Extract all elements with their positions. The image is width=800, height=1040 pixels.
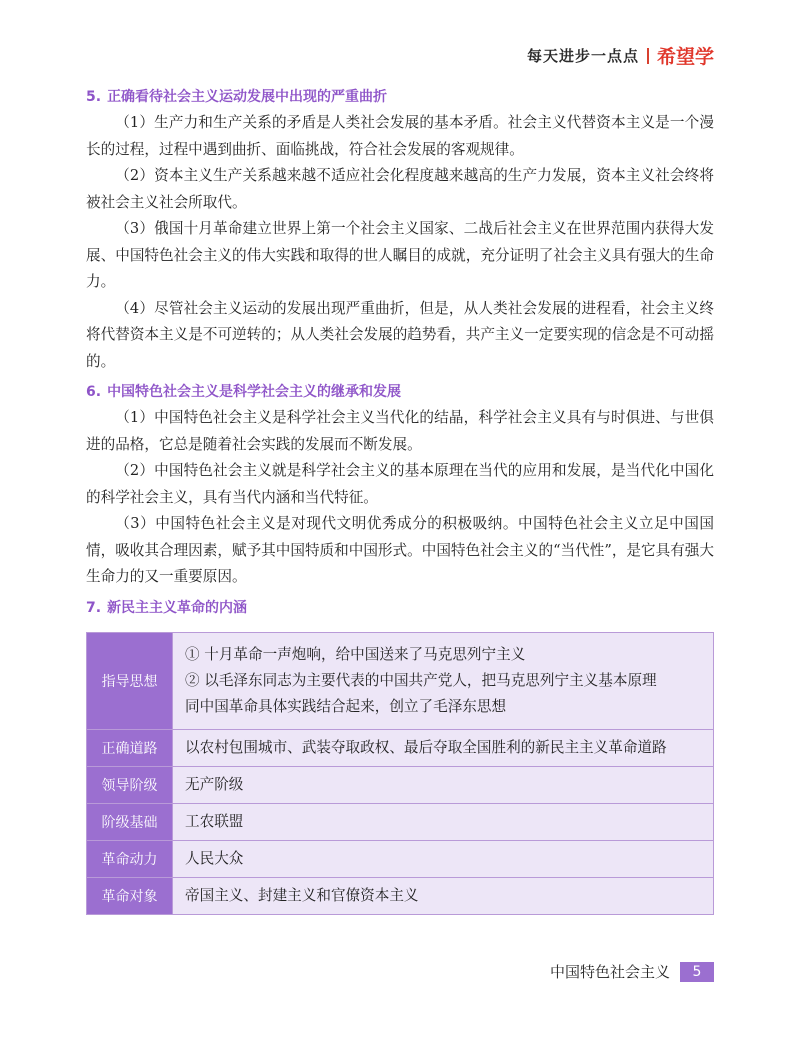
row-line: 帝国主义、封建主义和官僚资本主义 bbox=[185, 887, 419, 904]
section-6 bbox=[86, 381, 714, 591]
section-5 bbox=[86, 86, 714, 375]
footer-title: 中国特色社会主义 bbox=[549, 963, 670, 981]
header-divider bbox=[647, 48, 649, 64]
section-number: 6. bbox=[86, 384, 102, 400]
paragraph: （2）中国特色社会主义就是科学社会主义的基本原理在当代的应用和发展，是当代化中国化的科学社会主义，具有当代内涵和当代特征。 bbox=[86, 462, 714, 506]
page-number: 5 bbox=[680, 962, 714, 982]
paragraph: （2）资本主义生产关系越来越不适应社会化程度越来越高的生产力发展，资本主义社会终将被社会主义社会所取代。 bbox=[86, 167, 714, 211]
row-label: 革命动力 bbox=[87, 841, 173, 877]
paragraph: （3）中国特色社会主义是对现代文明优秀成分的积极吸纳。中国特色社会主义立足中国国情，吸收其合理因素，赋予其中国特质和中国形式。中国特色社会主义的“当代性”，是它具有强大生命力的又一重要原因。 bbox=[86, 515, 714, 585]
row-label: 革命对象 bbox=[87, 878, 173, 914]
page-header bbox=[527, 42, 714, 69]
paragraph: （4）尽管社会主义运动的发展出现严重曲折，但是，从人类社会发展的进程看，社会主义终将代替资本主义是不可逆转的；从人类社会发展的趋势看，共产主义一定要实现的信念是不可动摇的。 bbox=[86, 299, 714, 370]
row-value bbox=[173, 878, 713, 914]
main-content bbox=[86, 86, 714, 625]
section-7 bbox=[86, 597, 714, 619]
row-value bbox=[173, 804, 713, 840]
table-row bbox=[87, 766, 713, 803]
row-line: 人民大众 bbox=[185, 850, 244, 867]
section-number: 5. bbox=[86, 89, 102, 105]
paragraph: （3）俄国十月革命建立世界上第一个社会主义国家、二战后社会主义在世界范围内获得大发展、中国特色社会主义的伟大实践和取得的世人瞩目的成就，充分证明了社会主义具有强大的生命力。 bbox=[86, 220, 714, 290]
row-line: ① 十月革命一声炮响，给中国送来了马克思列宁主义 bbox=[185, 646, 526, 663]
brand-logo: 希望学 bbox=[656, 46, 714, 68]
section-title-text: 中国特色社会主义是科学社会主义的继承和发展 bbox=[107, 384, 402, 400]
section-title bbox=[86, 597, 714, 619]
table-row bbox=[87, 803, 713, 840]
row-label: 正确道路 bbox=[87, 730, 173, 766]
table-row bbox=[87, 729, 713, 766]
row-line: 以农村包围城市、武装夺取政权、最后夺取全国胜利的新民主主义革命道路 bbox=[185, 739, 667, 756]
section-title-text: 新民主主义革命的内涵 bbox=[107, 599, 248, 616]
section-title bbox=[86, 86, 714, 108]
paragraph: （1）生产力和生产关系的矛盾是人类社会发展的基本矛盾。社会主义代替资本主义是一个漫长的过程，过程中遇到曲折、面临挑战，符合社会发展的客观规律。 bbox=[86, 114, 714, 158]
section-title bbox=[86, 381, 714, 403]
paragraph: （1）中国特色社会主义是科学社会主义当代化的结晶，科学社会主义具有与时俱进、与世俱进的品格，它总是随着社会实践的发展而不断发展。 bbox=[86, 409, 714, 453]
row-value bbox=[173, 841, 713, 877]
revolution-table bbox=[86, 632, 714, 915]
row-line: ② 以毛泽东同志为主要代表的中国共产党人，把马克思列宁主义基本原理 bbox=[185, 672, 657, 689]
table-row bbox=[87, 877, 713, 914]
row-label: 领导阶级 bbox=[87, 767, 173, 803]
header-slogan: 每天进步一点点 bbox=[526, 47, 639, 65]
section-title-text: 正确看待社会主义运动发展中出现的严重曲折 bbox=[107, 89, 388, 105]
row-label: 指导思想 bbox=[87, 633, 173, 729]
row-value bbox=[173, 730, 713, 766]
row-value bbox=[173, 767, 713, 803]
page-footer bbox=[550, 961, 714, 982]
section-number: 7. bbox=[86, 599, 102, 616]
table-row bbox=[87, 840, 713, 877]
row-line: 同中国革命具体实践结合起来，创立了毛泽东思想 bbox=[185, 698, 507, 715]
row-label: 阶级基础 bbox=[87, 804, 173, 840]
row-line: 无产阶级 bbox=[185, 776, 244, 793]
table-row bbox=[87, 633, 713, 729]
row-line: 工农联盟 bbox=[185, 813, 244, 830]
row-value bbox=[173, 633, 713, 729]
